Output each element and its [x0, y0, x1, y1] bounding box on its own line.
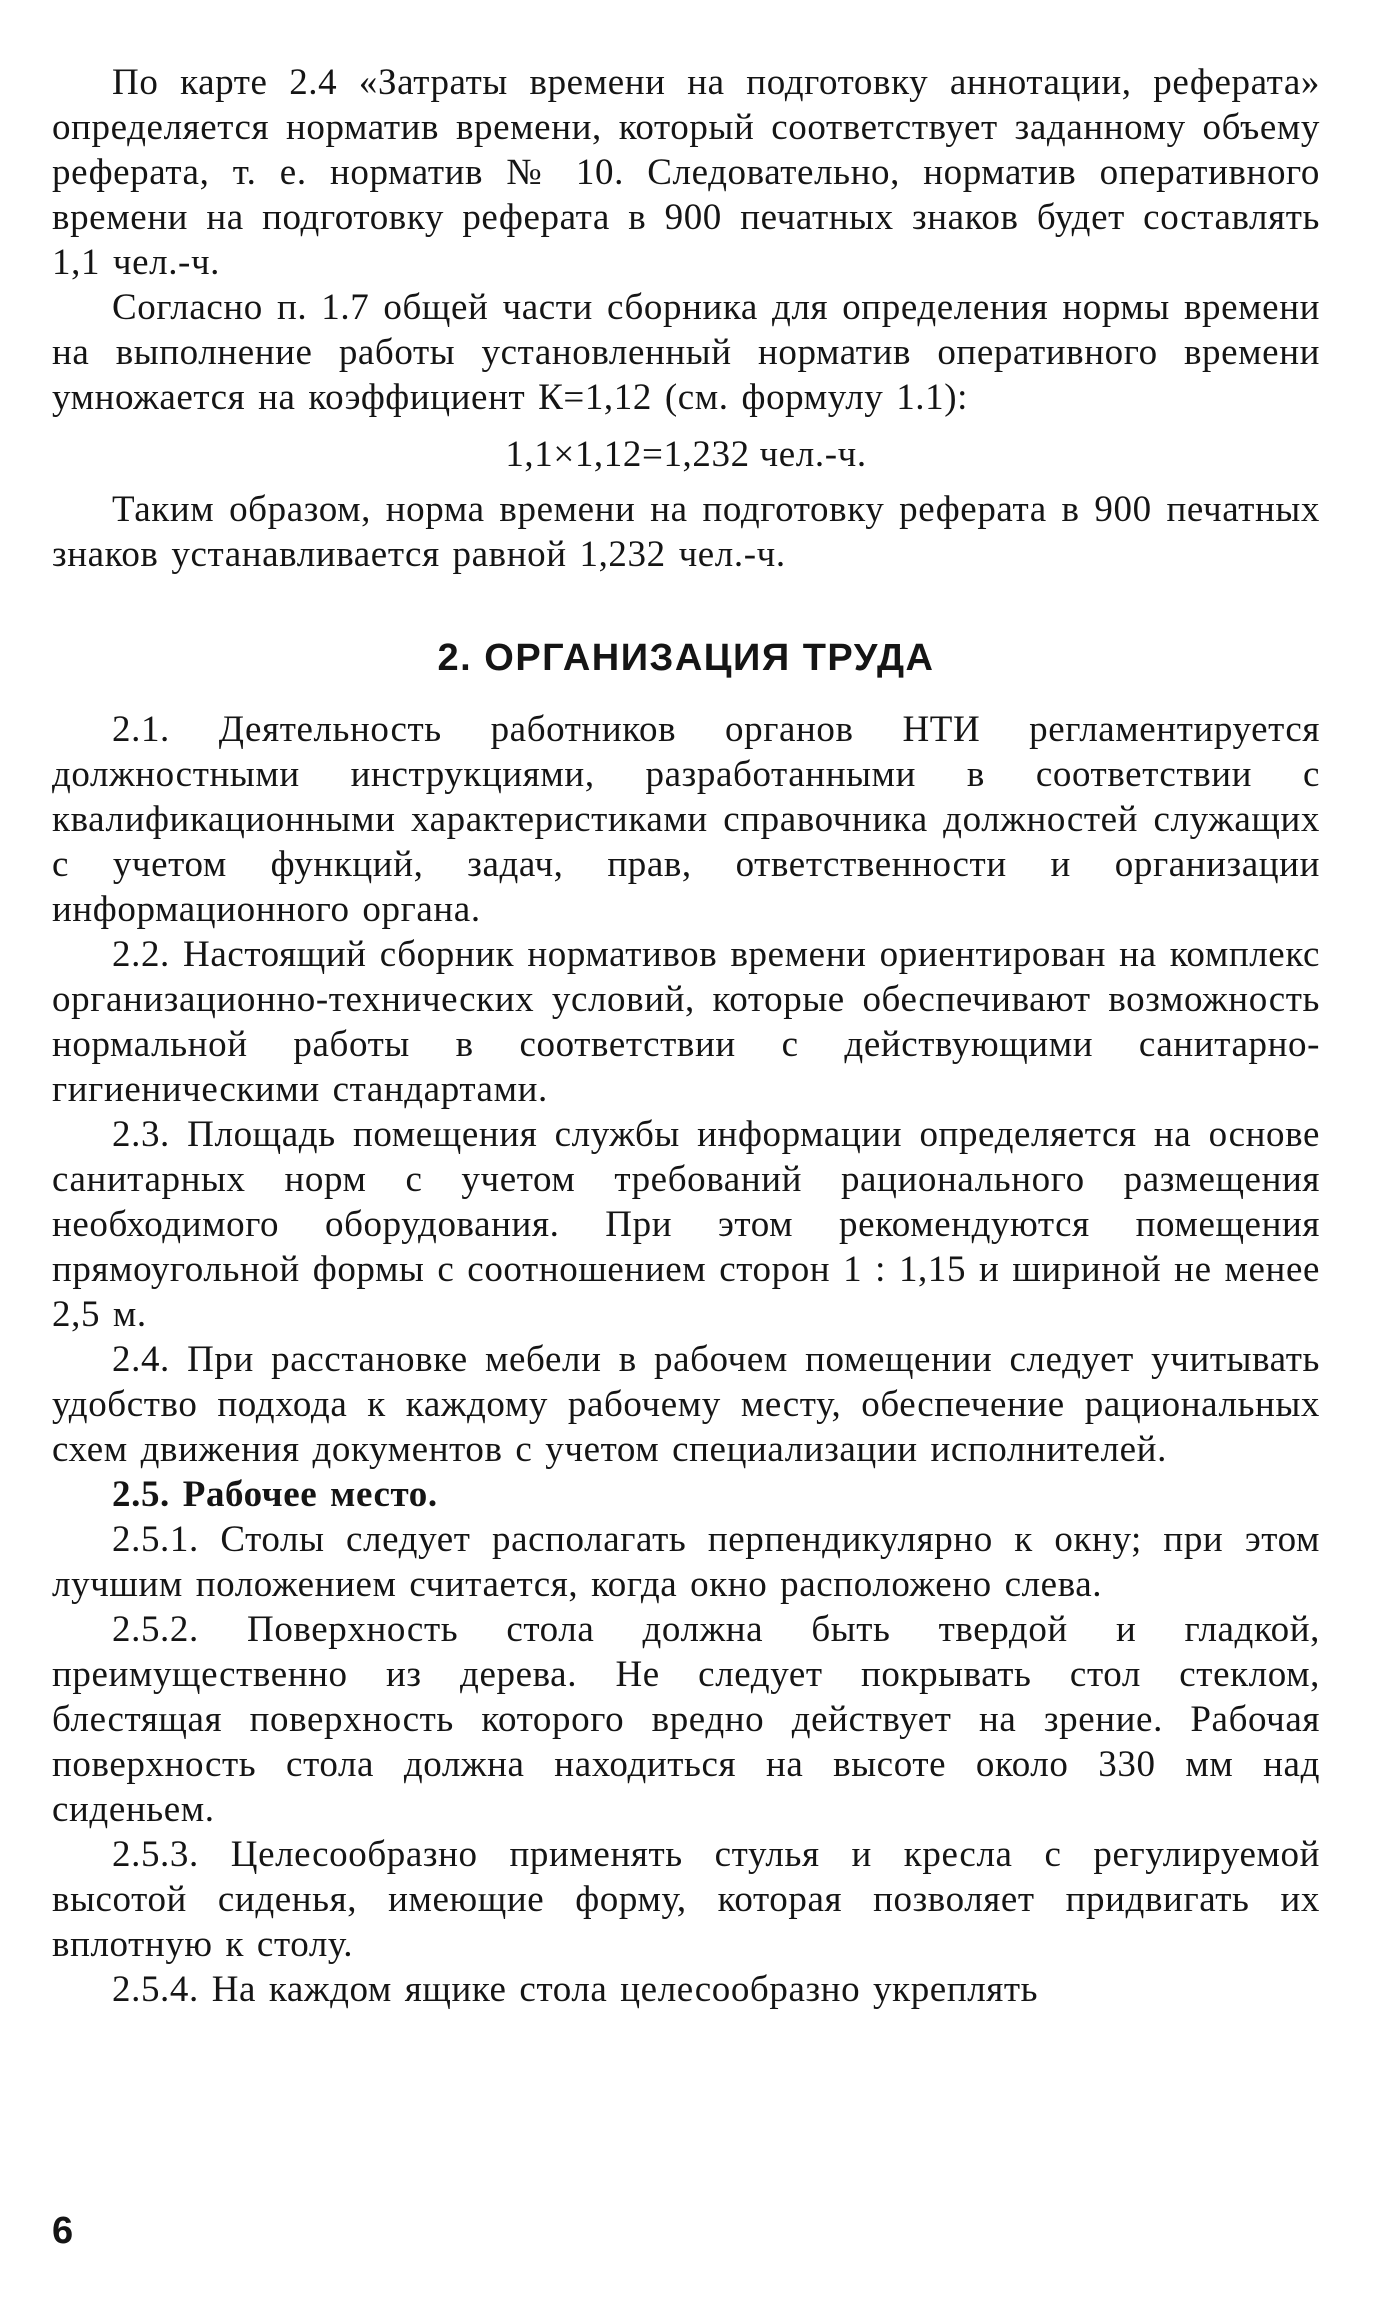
paragraph-2-3: 2.3. Площадь помещения службы информации определяется на основе санитарных норм с учетом требований рационального размещения необходимого оборудования. При этом рекомендуются помещения прямоугольной формы с соотношением сторон 1 : 1,15 и шириной не менее 2,5 м. [52, 1114, 1320, 1335]
paragraph-norm-determination: По карте 2.4 «Затраты времени на подготовку аннотации, реферата» определяется норматив времени, который соответствует заданному объему реферата, т. е. норматив № 10. Следовательно, норматив оперативного времени на подготовку реферата в 900 печатных знаков будет составлять 1,1 чел.-ч. [52, 62, 1320, 283]
formula-line: 1,1×1,12=1,232 чел.-ч. [505, 434, 867, 475]
paragraph-2-5-1: 2.5.1. Столы следует располагать перпендикулярно к окну; при этом лучшим положением считается, когда окно расположено слева. [52, 1519, 1320, 1605]
paragraph-2-1: 2.1. Деятельность работников органов НТИ регламентируется должностными инструкциями, разработанными в соответствии с квалификационными характеристиками справочника должностей служащих с учетом функций, задач, прав, ответственности и организации информационного органа. [52, 709, 1320, 930]
document-page [52, 60, 1320, 2260]
paragraph-conclusion: Таким образом, норма времени на подготовку реферата в 900 печатных знаков устанавливается равной 1,232 чел.-ч. [52, 489, 1320, 575]
paragraph-2-5-3: 2.5.3. Целесообразно применять стулья и кресла с регулируемой высотой сиденья, имеющие форму, которая позволяет придвигать их вплотную к столу. [52, 1834, 1320, 1965]
paragraph-coefficient: Согласно п. 1.7 общей части сборника для определения нормы времени на выполнение работы установленный норматив оперативного времени умножается на коэффициент К=1,12 (см. формулу 1.1): [52, 287, 1320, 418]
paragraph-2-5-heading: 2.5. Рабочее место. [112, 1474, 438, 1515]
paragraph-2-4: 2.4. При расстановке мебели в рабочем помещении следует учитывать удобство подхода к каждому рабочему месту, обеспечение рациональных схем движения документов с учетом специализации исполнителей. [52, 1339, 1320, 1470]
paragraph-2-2: 2.2. Настоящий сборник нормативов времени ориентирован на комплекс организационно-технических условий, которые обеспечивают возможность нормальной работы в соответствии с действующими санитарно-гигиеническими стандартами. [52, 934, 1320, 1110]
paragraph-2-5-4: 2.5.4. На каждом ящике стола целесообразно укреплять [112, 1969, 1039, 2010]
section-title: 2. ОРГАНИЗАЦИЯ ТРУДА [437, 637, 935, 679]
page-number: 6 [52, 2210, 74, 2252]
paragraph-2-5-2: 2.5.2. Поверхность стола должна быть твердой и гладкой, преимущественно из дерева. Не следует покрывать стол стеклом, блестящая поверхность которого вредно действует на зрение. Рабочая поверхность стола должна находиться на высоте около 330 мм над сиденьем. [52, 1609, 1320, 1830]
